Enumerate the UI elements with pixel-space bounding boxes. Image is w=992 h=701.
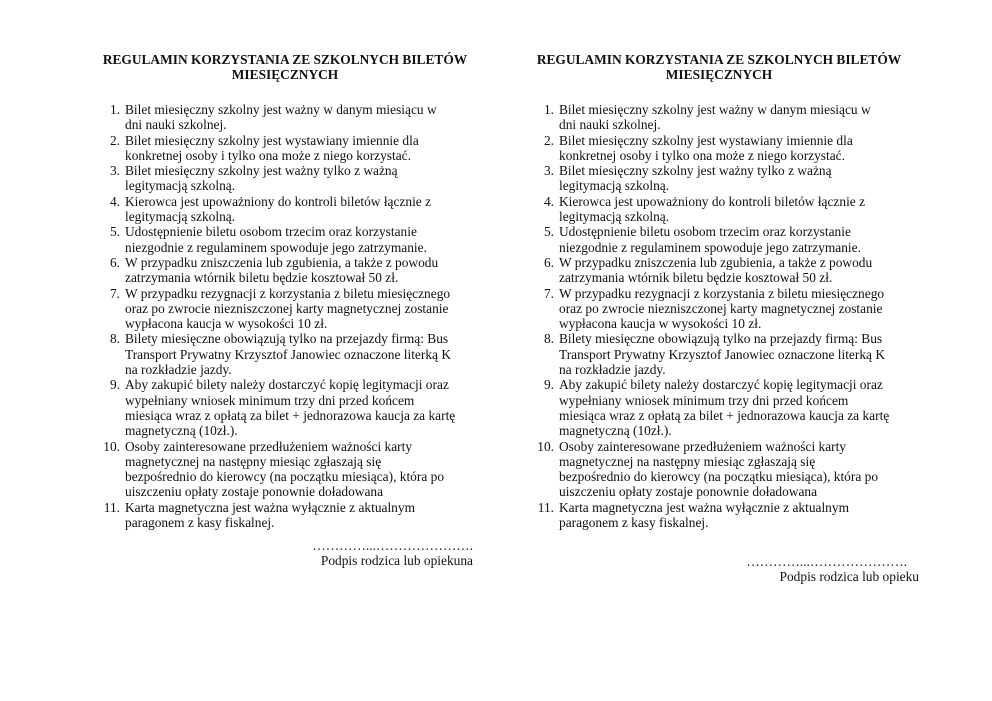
rule-number: 3. bbox=[543, 163, 554, 179]
rule-number: 4. bbox=[543, 193, 554, 209]
rule-number: 9. bbox=[109, 377, 120, 393]
rule-text-line: Kierowca jest upoważniony do kontroli biletów łącznie z bbox=[559, 193, 866, 209]
rule-number: 7. bbox=[543, 285, 554, 301]
rules-list bbox=[519, 102, 919, 530]
rule-text-line: na rozkładzie jazdy. bbox=[125, 362, 232, 378]
rule-item bbox=[85, 163, 485, 194]
rule-text-line: niezgodnie z regulaminem spowoduje jego zatrzymanie. bbox=[559, 239, 861, 255]
rule-text-line: dni nauki szkolnej. bbox=[559, 117, 661, 133]
rule-text-line: Bilet miesięczny szkolny jest ważny w danym miesiącu w bbox=[125, 102, 437, 117]
document-title bbox=[519, 52, 919, 82]
rule-number: 1. bbox=[543, 102, 554, 117]
rule-text-line: zatrzymania wtórnik biletu będzie kosztował 50 zł. bbox=[125, 270, 399, 286]
rule-text-line: dni nauki szkolnej. bbox=[125, 117, 227, 133]
rule-number: 11. bbox=[537, 499, 554, 515]
rule-item bbox=[85, 500, 485, 531]
rule-text-line: Bilety miesięczne obowiązują tylko na przejazdy firmą: Bus bbox=[125, 331, 449, 347]
rule-text-line: na rozkładzie jazdy. bbox=[559, 362, 666, 378]
rule-number: 2. bbox=[109, 132, 120, 148]
rule-text-line: wypłacona kaucja w wysokości 10 zł. bbox=[559, 316, 762, 332]
rule-text-line: uiszczeniu opłaty zostaje ponownie doładowana bbox=[559, 484, 818, 500]
rule-item bbox=[519, 439, 919, 500]
rule-item bbox=[85, 255, 485, 286]
rule-text-line: miesiąca wraz z opłatą za bilet + jednorazowa kaucja za kartę bbox=[125, 407, 456, 423]
rule-text-line: Bilet miesięczny szkolny jest ważny w danym miesiącu w bbox=[559, 102, 871, 117]
rule-item bbox=[85, 194, 485, 225]
rule-text-line: Bilety miesięczne obowiązują tylko na przejazdy firmą: Bus bbox=[559, 331, 883, 347]
rule-number: 4. bbox=[109, 193, 120, 209]
rule-text-line: legitymacją szkolną. bbox=[559, 178, 670, 194]
rule-item bbox=[519, 194, 919, 225]
rule-item bbox=[85, 331, 485, 377]
rule-number: 2. bbox=[543, 132, 554, 148]
rule-number: 8. bbox=[109, 331, 120, 347]
signature-line: …………...…………………. bbox=[746, 554, 907, 570]
rule-item bbox=[519, 102, 919, 133]
rule-text-line: legitymacją szkolną. bbox=[559, 209, 670, 225]
rule-text-line: magnetyczną (10zł.). bbox=[559, 423, 672, 439]
rule-item bbox=[519, 331, 919, 377]
rule-text-line: Kierowca jest upoważniony do kontroli biletów łącznie z bbox=[125, 193, 432, 209]
rule-number: 7. bbox=[109, 285, 120, 301]
rule-text-line: Aby zakupić bilety należy dostarczyć kopię legitymacji oraz bbox=[125, 377, 449, 393]
rule-item bbox=[519, 163, 919, 194]
rule-text-line: Bilet miesięczny szkolny jest ważny tylko z ważną bbox=[559, 163, 832, 179]
rule-text-line: miesiąca wraz z opłatą za bilet + jednorazowa kaucja za kartę bbox=[559, 407, 890, 423]
rule-text-line: Transport Prywatny Krzysztof Janowiec oznaczone literką K bbox=[559, 346, 885, 362]
signature-line: …………...…………………. bbox=[312, 538, 473, 554]
rule-text-line: Bilet miesięczny szkolny jest wystawiany imiennie dla bbox=[559, 132, 853, 148]
rule-item bbox=[519, 224, 919, 255]
rule-item bbox=[519, 133, 919, 164]
rule-text-line: legitymacją szkolną. bbox=[125, 178, 236, 194]
rule-number: 8. bbox=[543, 331, 554, 347]
rule-item bbox=[519, 500, 919, 531]
signature-label: Podpis rodzica lub opiekuna bbox=[320, 553, 473, 569]
rule-item bbox=[85, 224, 485, 255]
rule-number: 6. bbox=[109, 254, 120, 270]
rule-text-line: Udostępnienie biletu osobom trzecim oraz korzystanie bbox=[559, 224, 851, 240]
rule-text-line: bezpośrednio do kierowcy (na początku miesiąca), która po bbox=[125, 469, 445, 485]
rule-text-line: bezpośrednio do kierowcy (na początku miesiąca), która po bbox=[559, 469, 879, 485]
rule-number: 10. bbox=[537, 438, 554, 454]
rule-text-line: zatrzymania wtórnik biletu będzie kosztował 50 zł. bbox=[559, 270, 833, 286]
rule-text-line: W przypadku rezygnacji z korzystania z biletu miesięcznego bbox=[125, 285, 451, 301]
rule-text-line: Karta magnetyczna jest ważna wyłącznie z aktualnym bbox=[559, 499, 849, 515]
title-line-1: REGULAMIN KORZYSTANIA ZE SZKOLNYCH BILETÓW bbox=[102, 52, 468, 67]
rule-text-line: uiszczeniu opłaty zostaje ponownie doładowana bbox=[125, 484, 384, 500]
regulations-left-column bbox=[85, 52, 485, 568]
rule-item bbox=[85, 286, 485, 332]
rule-text-line: Aby zakupić bilety należy dostarczyć kopię legitymacji oraz bbox=[559, 377, 883, 393]
rule-text-line: Udostępnienie biletu osobom trzecim oraz korzystanie bbox=[125, 224, 417, 240]
rule-text-line: Bilet miesięczny szkolny jest wystawiany imiennie dla bbox=[125, 132, 419, 148]
rule-item bbox=[519, 377, 919, 438]
rule-text-line: konkretnej osoby i tylko ona może z niego korzystać. bbox=[125, 147, 411, 163]
title-line-2: MIESIĘCZNYCH bbox=[231, 67, 339, 82]
rule-text-line: magnetycznej na następny miesiąc zgłaszają się bbox=[559, 453, 816, 469]
regulations-right-column bbox=[519, 52, 919, 584]
rule-number: 9. bbox=[543, 377, 554, 393]
rule-text-line: wypełniany wniosek minimum trzy dni przed końcem bbox=[125, 392, 415, 408]
document-title bbox=[85, 52, 485, 82]
rule-number: 11. bbox=[103, 499, 120, 515]
rule-text-line: oraz po zwrocie niezniszczonej karty magnetycznej zostanie bbox=[125, 300, 449, 316]
rule-number: 5. bbox=[109, 224, 120, 240]
rule-number: 5. bbox=[543, 224, 554, 240]
rule-text-line: Karta magnetyczna jest ważna wyłącznie z aktualnym bbox=[125, 499, 415, 515]
rule-text-line: W przypadku zniszczenia lub zgubienia, a także z powodu bbox=[559, 254, 873, 270]
rule-item bbox=[85, 377, 485, 438]
rule-number: 10. bbox=[103, 438, 120, 454]
rule-text-line: Osoby zainteresowane przedłużeniem ważności karty bbox=[125, 438, 413, 454]
rule-text-line: Osoby zainteresowane przedłużeniem ważności karty bbox=[559, 438, 847, 454]
rule-item bbox=[85, 133, 485, 164]
rule-text-line: wypłacona kaucja w wysokości 10 zł. bbox=[125, 316, 328, 332]
rule-text-line: konkretnej osoby i tylko ona może z niego korzystać. bbox=[559, 147, 845, 163]
title-line-2: MIESIĘCZNYCH bbox=[665, 67, 773, 82]
rule-text-line: niezgodnie z regulaminem spowoduje jego zatrzymanie. bbox=[125, 239, 427, 255]
rule-text-line: paragonem z kasy fiskalnej. bbox=[559, 515, 709, 531]
rule-text-line: paragonem z kasy fiskalnej. bbox=[125, 515, 275, 531]
rule-item bbox=[519, 286, 919, 332]
rule-item bbox=[519, 255, 919, 286]
rule-item bbox=[85, 102, 485, 133]
rule-text-line: magnetycznej na następny miesiąc zgłaszają się bbox=[125, 453, 382, 469]
rule-number: 6. bbox=[543, 254, 554, 270]
rule-text-line: legitymacją szkolną. bbox=[125, 209, 236, 225]
rule-text-line: magnetyczną (10zł.). bbox=[125, 423, 238, 439]
rule-number: 1. bbox=[109, 102, 120, 117]
rule-text-line: W przypadku rezygnacji z korzystania z biletu miesięcznego bbox=[559, 285, 885, 301]
rule-text-line: oraz po zwrocie niezniszczonej karty magnetycznej zostanie bbox=[559, 300, 883, 316]
rules-list bbox=[85, 102, 485, 530]
rule-item bbox=[85, 439, 485, 500]
rule-number: 3. bbox=[109, 163, 120, 179]
rule-text-line: wypełniany wniosek minimum trzy dni przed końcem bbox=[559, 392, 849, 408]
rule-text-line: Bilet miesięczny szkolny jest ważny tylko z ważną bbox=[125, 163, 398, 179]
rule-text-line: W przypadku zniszczenia lub zgubienia, a także z powodu bbox=[125, 254, 439, 270]
rule-text-line: Transport Prywatny Krzysztof Janowiec oznaczone literką K bbox=[125, 346, 451, 362]
signature-label: Podpis rodzica lub opieku bbox=[779, 569, 919, 585]
title-line-1: REGULAMIN KORZYSTANIA ZE SZKOLNYCH BILETÓW bbox=[536, 52, 902, 67]
